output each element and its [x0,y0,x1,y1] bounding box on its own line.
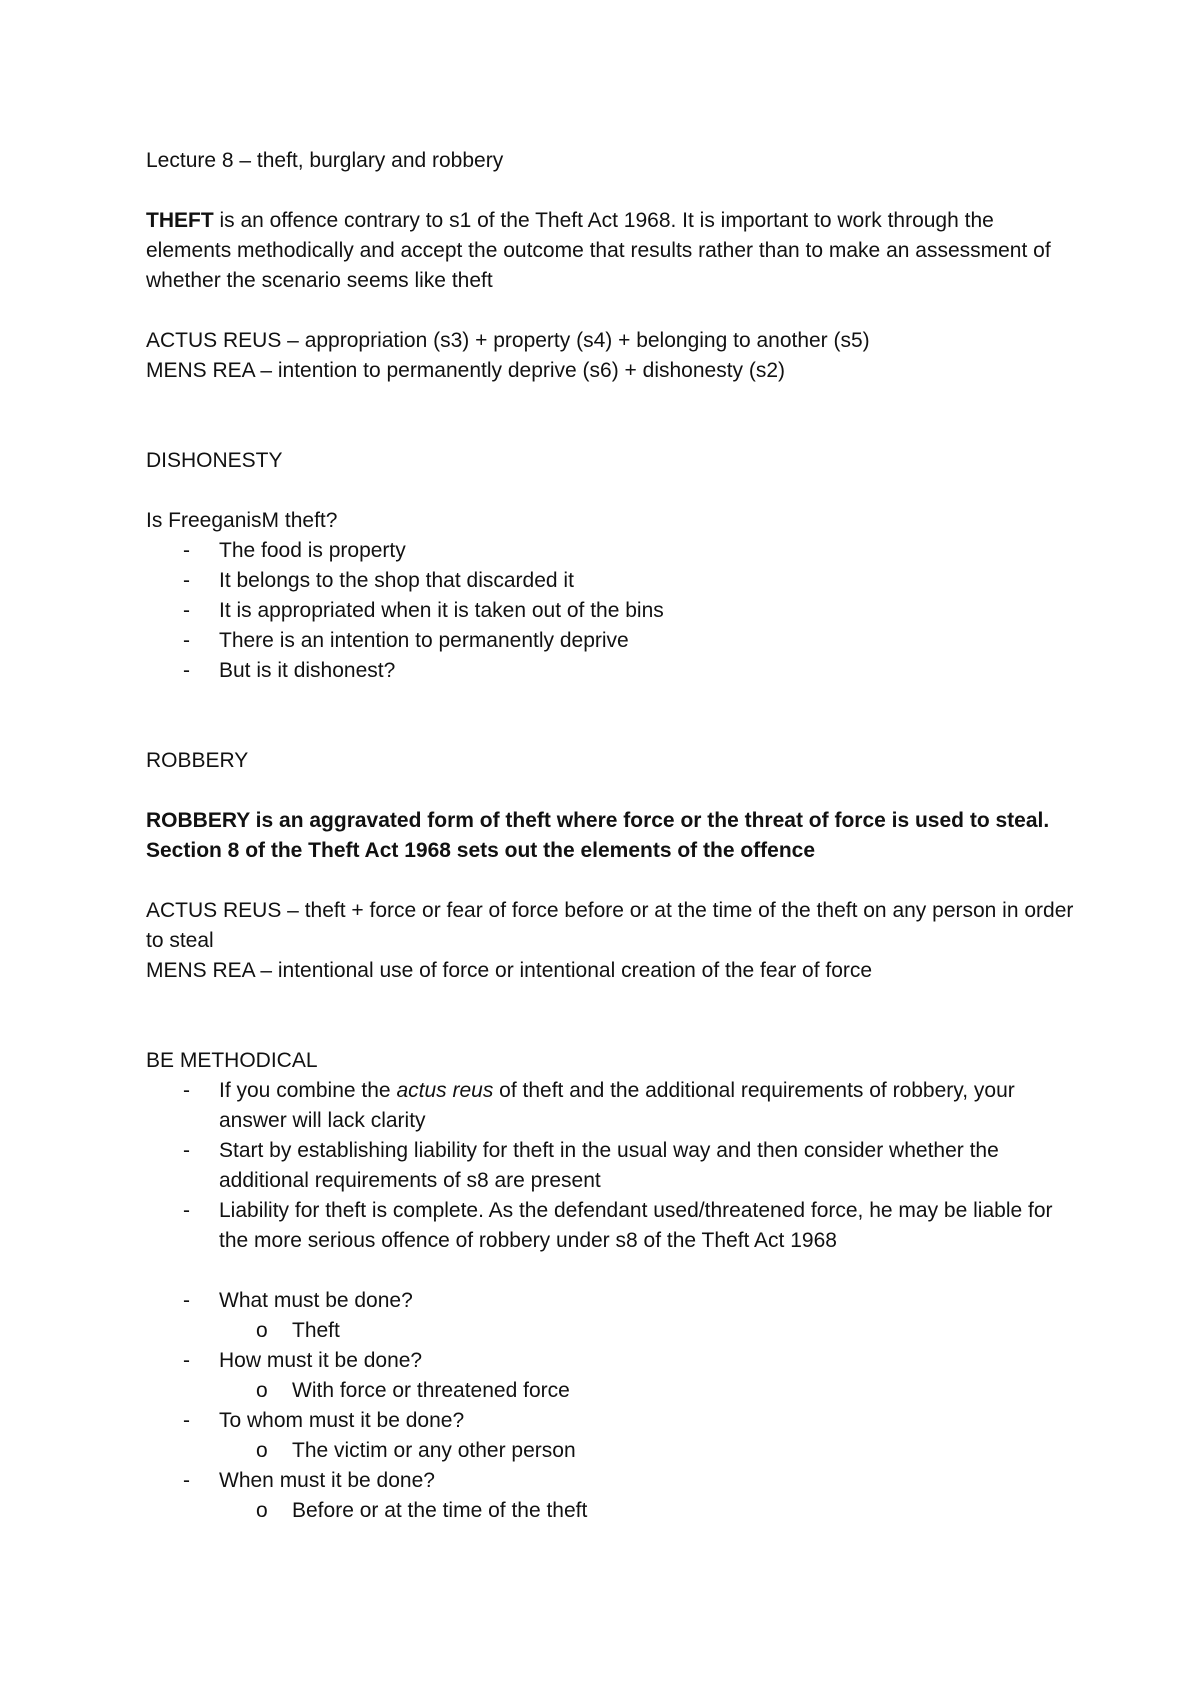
spacer [146,386,1076,446]
circle-bullet: o [256,1319,268,1342]
list-item-text: If you combine the [219,1079,397,1102]
robbery-definition: ROBBERY is an aggravated form of theft where force or the threat of force is used to steal. Section 8 of the Theft Act 1968 sets out the elements of the offence [146,809,1050,862]
dash-bullet: - [183,659,190,682]
dash-bullet: - [183,1139,190,1162]
list-item [146,1466,1076,1496]
question-text: When must it be done? [219,1469,435,1492]
list-item [146,1196,1076,1256]
dash-bullet: - [183,1199,190,1222]
list-item-text: Start by establishing liability for theft in the usual way and then consider whether the additional requirements of s8 are present [219,1139,999,1192]
dash-bullet: - [183,599,190,622]
spacer [146,176,1076,206]
spacer [146,686,1076,746]
list-item-text: Liability for theft is complete. As the defendant used/threatened force, he may be liable for the more serious offence of robbery under s8 of the Theft Act 1968 [219,1199,1053,1252]
document-page [146,146,1076,1526]
answer-text: With force or threatened force [292,1379,570,1402]
theft-mens-rea: MENS REA – intention to permanently deprive (s6) + dishonesty (s2) [146,359,786,382]
list-item [146,1406,1076,1436]
spacer [146,866,1076,896]
sub-list-item [146,1316,1076,1346]
dash-bullet: - [183,539,190,562]
list-item-text: There is an intention to permanently deprive [219,629,629,652]
list-item [146,596,1076,626]
methodical-points-list [146,1076,1076,1256]
circle-bullet: o [256,1439,268,1462]
sub-list-item [146,1376,1076,1406]
spacer [146,776,1076,806]
theft-bold-term: THEFT [146,209,214,232]
circle-bullet: o [256,1379,268,1402]
circle-bullet: o [256,1499,268,1522]
list-item-text: The food is property [219,539,406,562]
robbery-heading: ROBBERY [146,749,249,772]
list-item [146,656,1076,686]
list-item [146,566,1076,596]
list-item [146,626,1076,656]
list-item [146,1076,1076,1136]
question-text: How must it be done? [219,1349,423,1372]
question-text: What must be done? [219,1289,413,1312]
theft-actus-reus: ACTUS REUS – appropriation (s3) + property (s4) + belonging to another (s5) [146,329,870,352]
list-item-text: It is appropriated when it is taken out of the bins [219,599,664,622]
answer-text: Theft [292,1319,340,1342]
spacer [146,986,1076,1046]
list-item [146,1136,1076,1196]
dash-bullet: - [183,1289,190,1312]
sub-list-item [146,1496,1076,1526]
dishonesty-heading: DISHONESTY [146,449,283,472]
dash-bullet: - [183,569,190,592]
answer-text: The victim or any other person [292,1439,576,1462]
list-item-text: It belongs to the shop that discarded it [219,569,574,592]
spacer [146,1256,1076,1286]
freegan-question: Is FreeganisM theft? [146,509,338,532]
dash-bullet: - [183,1079,190,1102]
lecture-title: Lecture 8 – theft, burglary and robbery [146,149,504,172]
robbery-mens-rea: MENS REA – intentional use of force or intentional creation of the fear of force [146,959,873,982]
list-item [146,1346,1076,1376]
list-item-text: But is it dishonest? [219,659,396,682]
freegan-points-list [146,536,1076,686]
dash-bullet: - [183,1349,190,1372]
italic-term: actus reus [396,1079,494,1102]
list-item-text: of theft and the additional requirements of robbery, your answer will lack clarity [219,1079,1015,1132]
list-item [146,536,1076,566]
spacer [146,476,1076,506]
theft-intro-paragraph [146,206,1076,296]
dash-bullet: - [183,1469,190,1492]
answer-text: Before or at the time of the theft [292,1499,588,1522]
dash-bullet: - [183,1409,190,1432]
be-methodical-heading: BE METHODICAL [146,1049,318,1072]
dash-bullet: - [183,629,190,652]
sub-list-item [146,1436,1076,1466]
question-text: To whom must it be done? [219,1409,465,1432]
questions-list [146,1286,1076,1526]
list-item [146,1286,1076,1316]
robbery-actus-reus: ACTUS REUS – theft + force or fear of force before or at the time of the theft on any person in order to steal [146,899,1074,952]
theft-intro-text: is an offence contrary to s1 of the Theft Act 1968. It is important to work through the elements methodically and accept the outcome that results rather than to make an assessment of whether the scenario seems like theft [146,209,1051,292]
spacer [146,296,1076,326]
